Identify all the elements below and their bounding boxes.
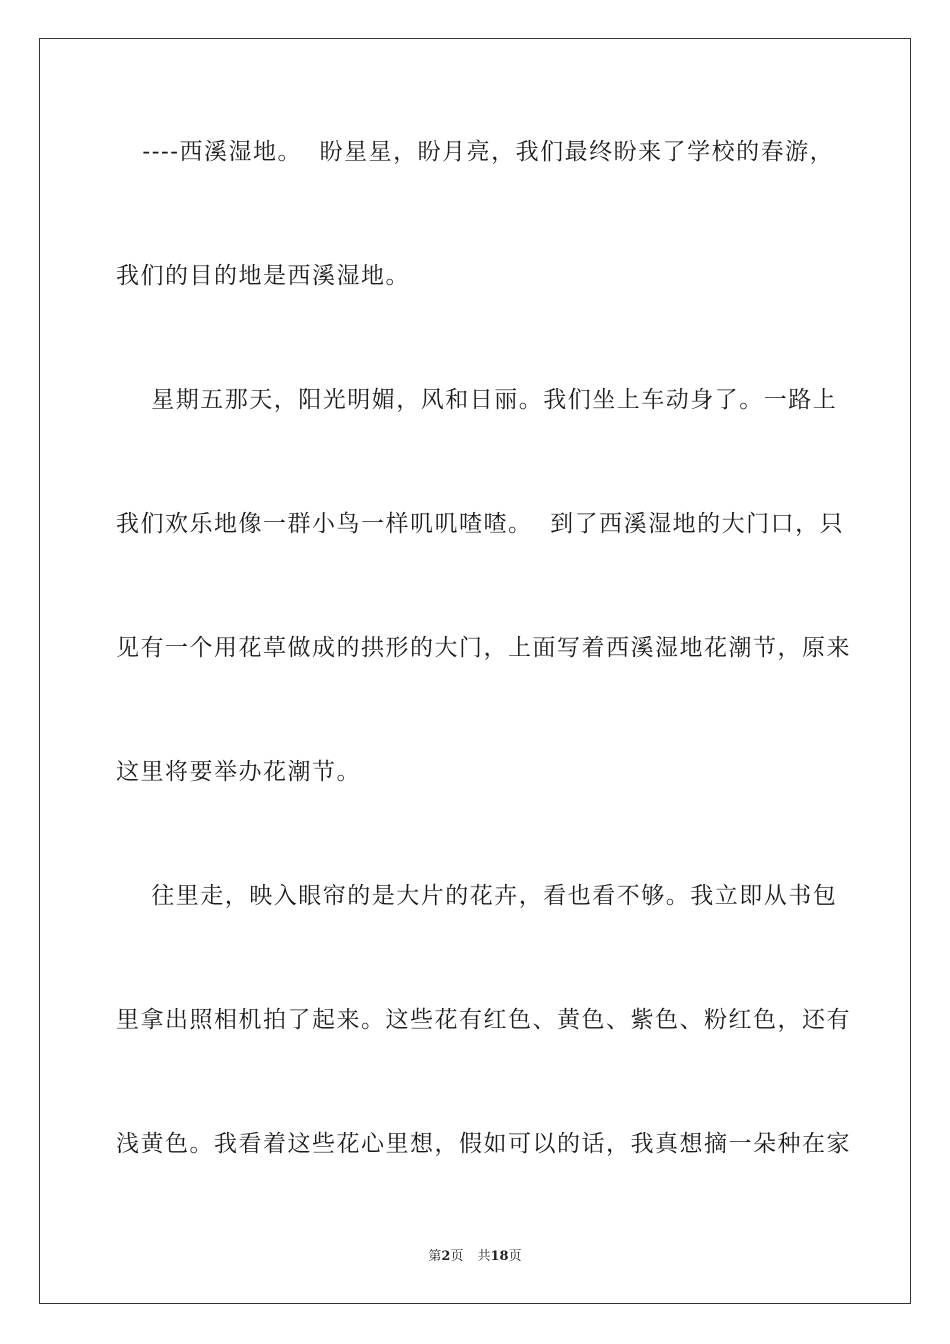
text-line-2: 我们的目的地是西溪湿地。 [116, 263, 410, 289]
page-number: 2 [441, 1249, 451, 1264]
page-prefix: 第 [428, 1249, 442, 1264]
text-line-6: 这里将要举办花潮节。 [116, 759, 361, 785]
total-prefix: 共 [477, 1249, 491, 1264]
text-line-1: ----西溪湿地。 盼星星，盼月亮，我们最终盼来了学校的春游， [116, 139, 835, 165]
page-frame [39, 38, 911, 1304]
text-line-4: 我们欢乐地像一群小鸟一样叽叽喳喳。 到了西溪湿地的大门口，只 [116, 511, 845, 537]
text-line-9: 浅黄色。我看着这些花心里想，假如可以的话，我真想摘一朵种在家 [116, 1131, 851, 1157]
text-line-3: 星期五那天，阳光明媚，风和日丽。我们坐上车动身了。一路上 [116, 387, 838, 413]
page-suffix: 页 [450, 1249, 464, 1264]
page-footer [0, 1248, 950, 1266]
text-line-7: 往里走，映入眼帘的是大片的花卉，看也看不够。我立即从书包 [116, 883, 838, 909]
text-line-8: 里拿出照相机拍了起来。这些花有红色、黄色、紫色、粉红色，还有 [116, 1007, 851, 1033]
text-line-5: 见有一个用花草做成的拱形的大门，上面写着西溪湿地花潮节，原来 [116, 635, 851, 661]
total-pages: 18 [490, 1249, 509, 1264]
total-suffix: 页 [508, 1249, 522, 1264]
